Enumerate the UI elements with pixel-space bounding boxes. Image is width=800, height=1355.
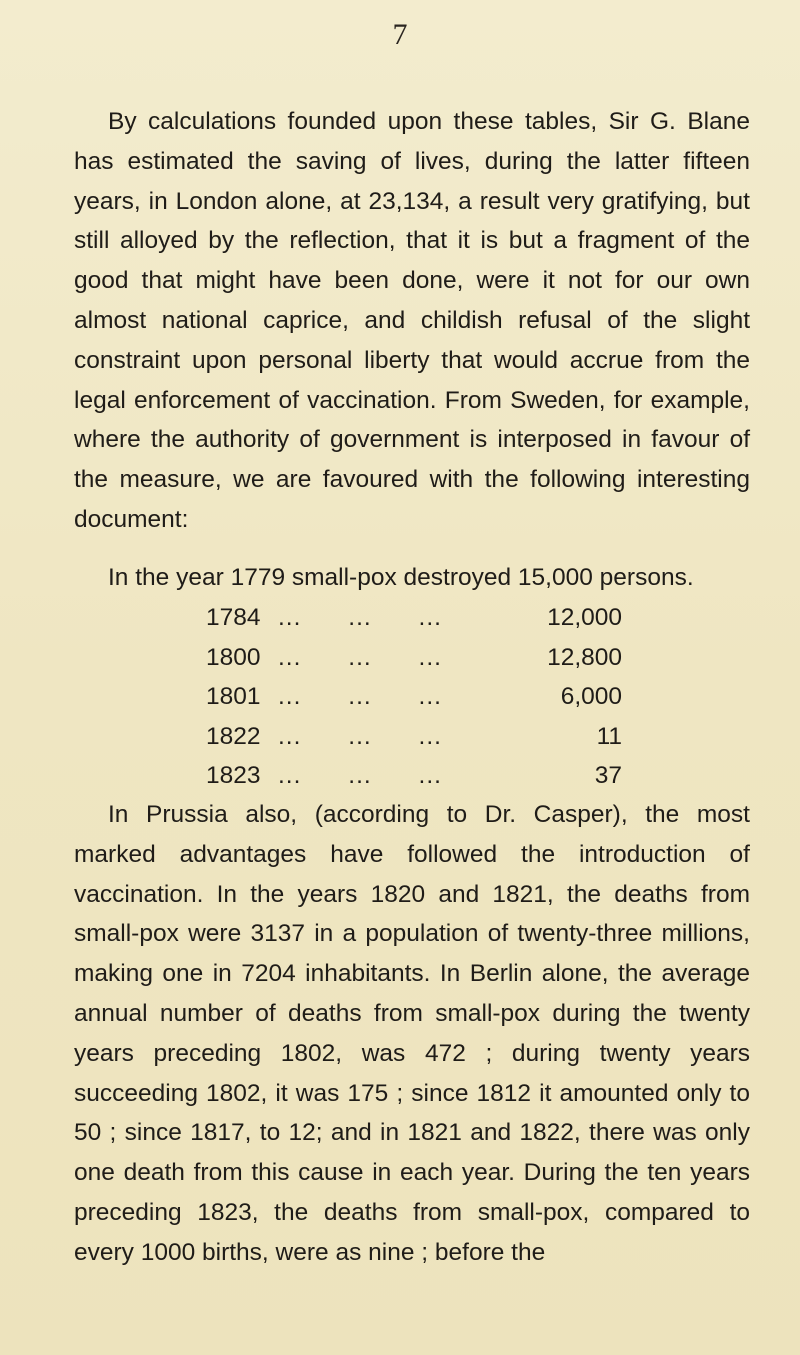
table-row (0, 677, 800, 717)
table-row (0, 717, 800, 757)
table-leader-dots: ... ... ... (278, 683, 442, 711)
paragraph-text: By calculations founded upon these tables, Sir G. Blane has estimated the saving of lives, during the latter fifteen years, in London alone, at 23,134, a result very gratifying, but still alloyed by the reflection, that it is but a fragment of the good that might have been done, were it not for our own almost national caprice, and childish refusal of the slight constraint upon personal liberty that would accrue from the legal enforcement of vaccination. From Sweden, for example, where the authority of government is interposed in favour of the measure, we are favoured with the following interesting document: (74, 108, 750, 533)
table-year: 1800 (206, 643, 261, 671)
table-value: 12,800 (547, 643, 622, 671)
table-value: 6,000 (560, 683, 622, 711)
table-row (0, 598, 800, 638)
table-year: 1822 (206, 722, 261, 750)
table-leader-dots: ... ... ... (278, 762, 442, 790)
paragraph-prussia (74, 795, 750, 1273)
table-year: 1784 (206, 604, 261, 631)
table-leader-dots: ... ... ... (278, 722, 442, 750)
table-leader-dots: ... ... ... (278, 643, 442, 671)
table-row (0, 638, 800, 678)
table-value: 11 (596, 722, 622, 750)
paragraph-saving-of-lives (74, 102, 750, 540)
table-row (0, 756, 800, 796)
page-number: 7 (392, 18, 408, 51)
table-value: 37 (594, 762, 622, 790)
table-year: 1801 (206, 683, 261, 711)
table-year: 1823 (206, 762, 261, 790)
paragraph-text: In Prussia also, (according to Dr. Casper), the most marked advantages have followed the introduction of vaccination. In the years 1820 and 1821, the deaths from small-pox were 3137 in a population of twenty-three millions, making one in 7204 inhabitants. In Berlin alone, the average annual number of deaths from small-pox during the twenty years preceding 1802, was 472 ; during twenty years succeeding 1802, it was 175 ; since 1812 it amounted only to 50 ; since 1817, to 12; and in 1821 and 1822, there was only one death from this cause in each year. During the ten years preceding 1823, the deaths from small-pox, compared to every 1000 births, were as nine ; before the (74, 801, 750, 1266)
table-value: 12,000 (547, 604, 622, 631)
sweden-smallpox-table (0, 598, 800, 796)
table-leader-dots: ... ... ... (278, 604, 442, 631)
table-lead-line: In the year 1779 small-pox destroyed 15,000 persons. (108, 564, 694, 591)
